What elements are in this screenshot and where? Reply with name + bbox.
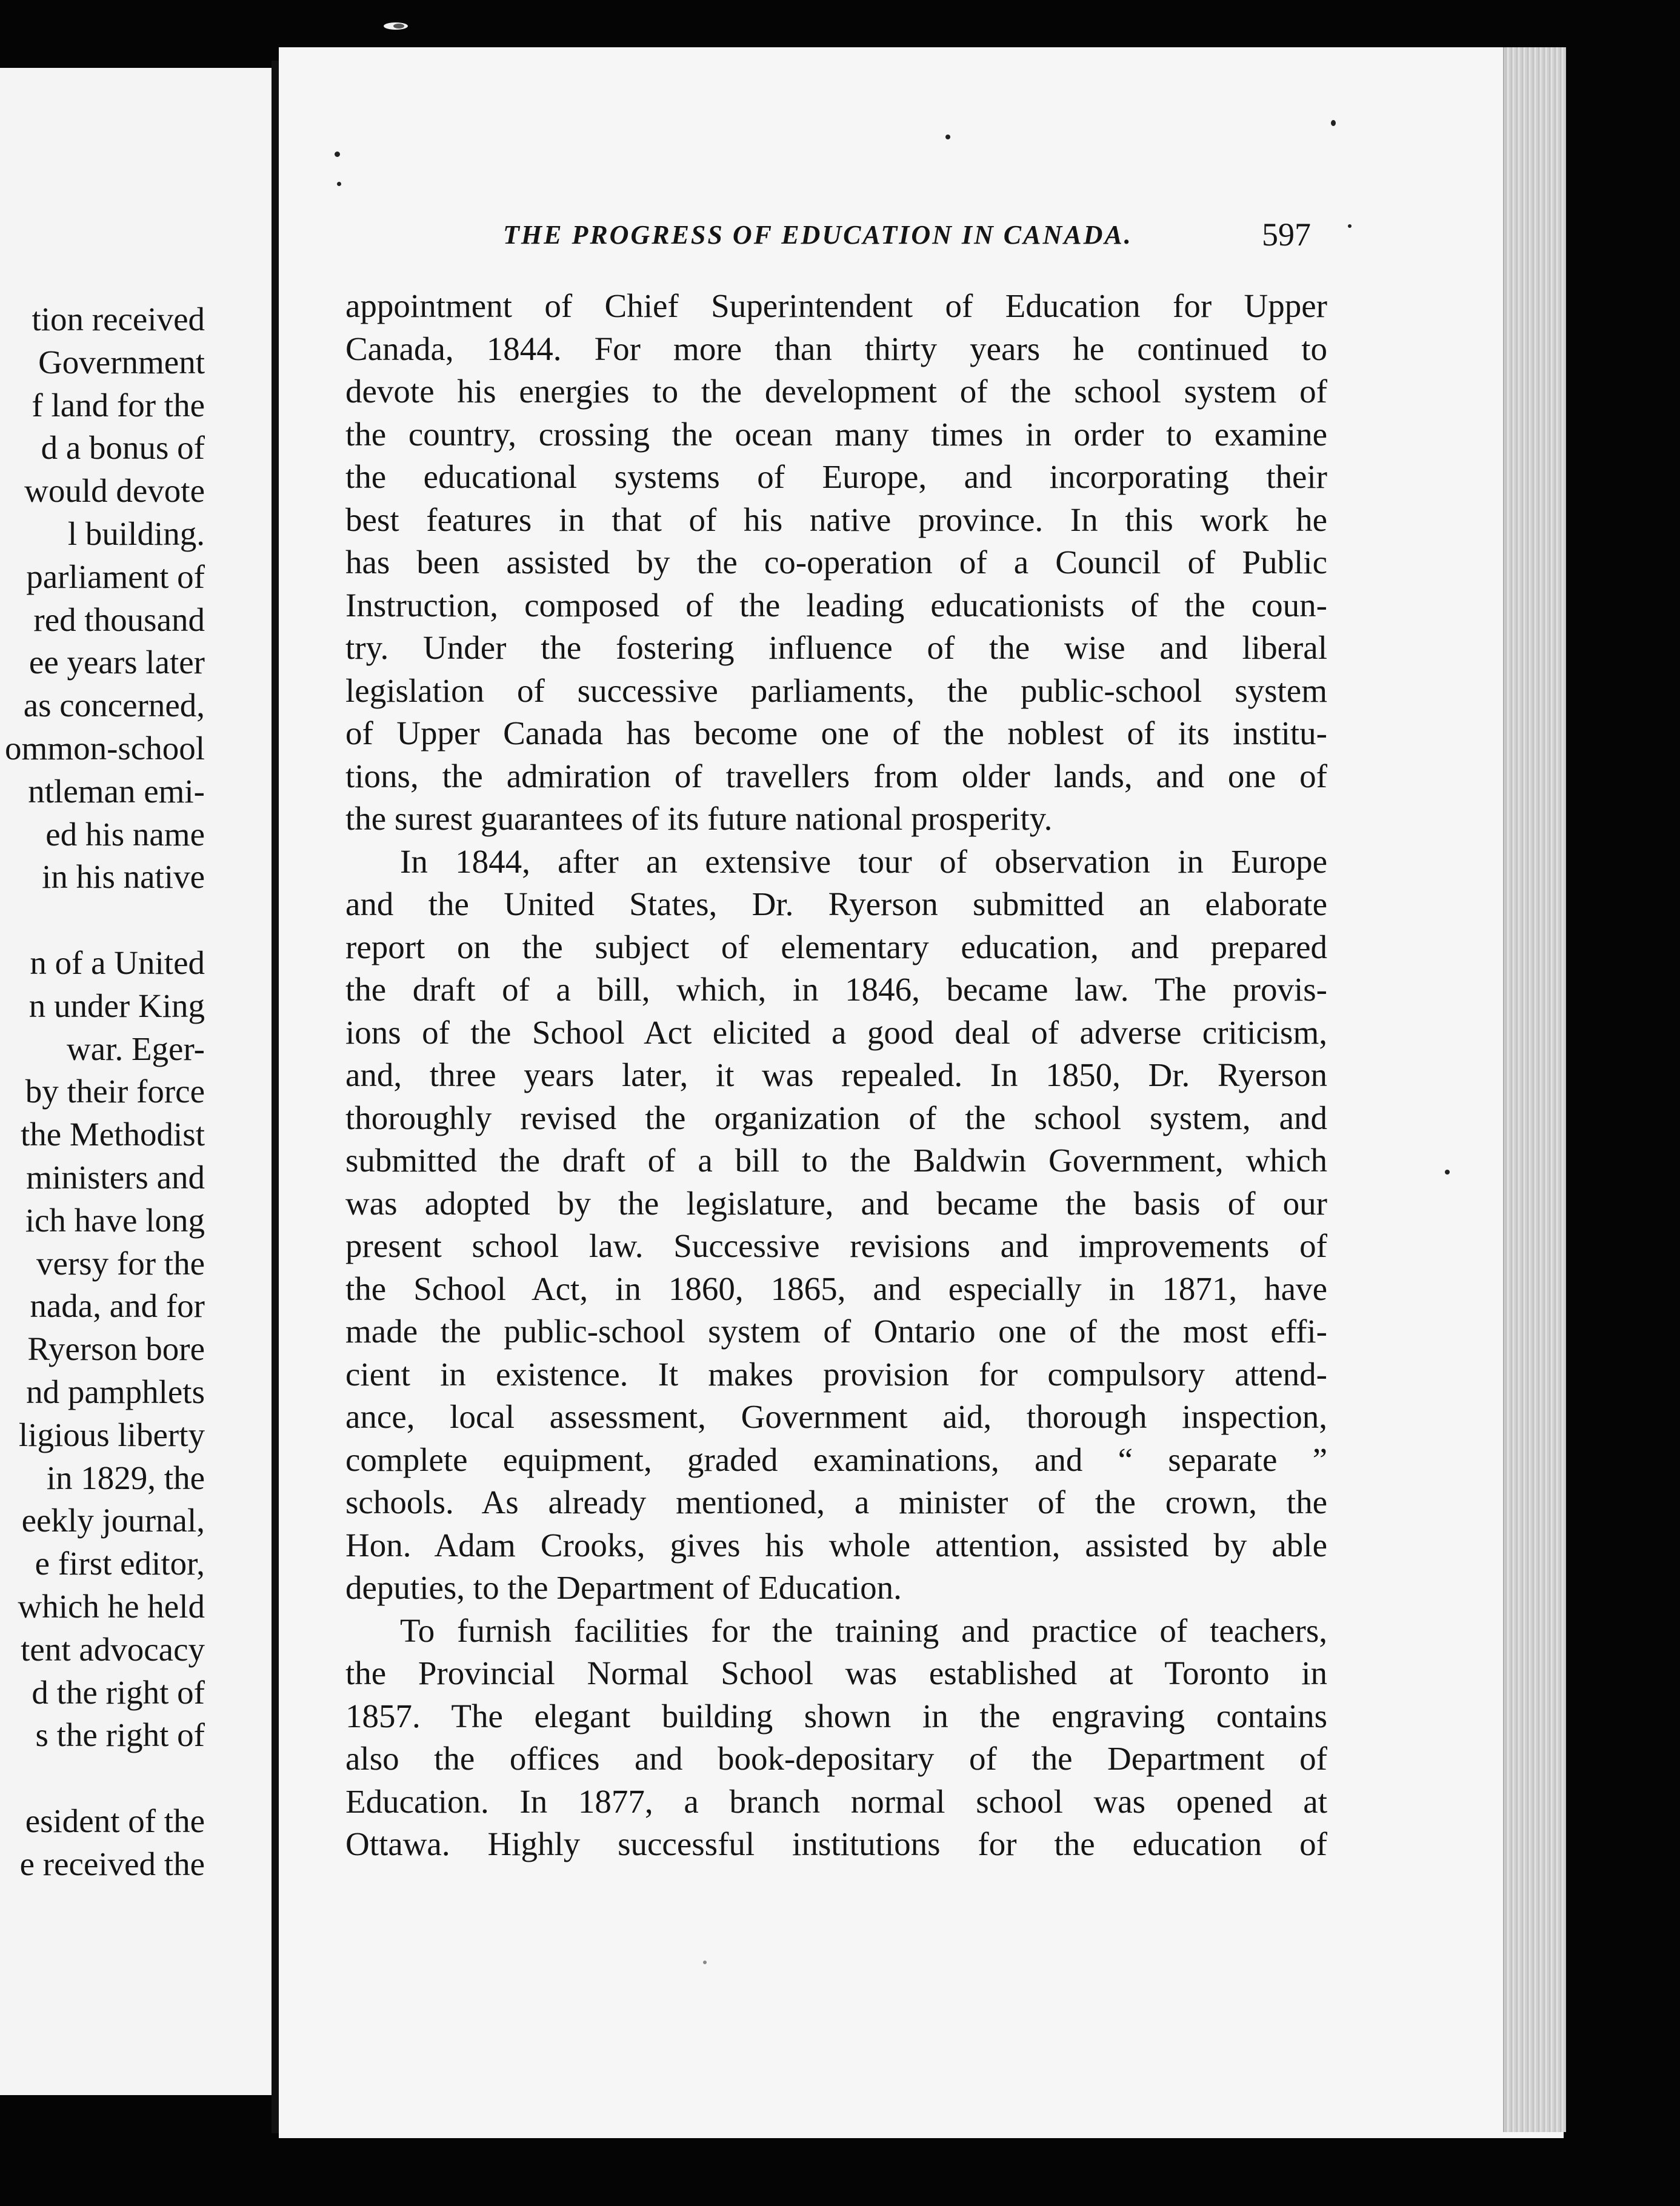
left-page-line: n of a United <box>30 944 205 981</box>
scan-speck <box>1445 1170 1450 1175</box>
left-page-line: tent advocacy <box>21 1630 205 1668</box>
text-line: Education. In 1877, a branch normal school was opened at <box>345 1782 1327 1820</box>
text-line: was adopted by the legislature, and became the basis of our <box>345 1184 1327 1222</box>
scan-speck <box>703 1961 707 1964</box>
left-page-line: ligious liberty <box>18 1416 205 1453</box>
text-line: To furnish facilities for the training and practice of teachers, <box>400 1611 1327 1649</box>
text-line: complete equipment, graded examinations, and “ separate ” <box>345 1441 1327 1478</box>
left-page-line: ich have long <box>25 1201 205 1239</box>
left-page-line: as concerned, <box>23 687 205 724</box>
text-line: Hon. Adam Crooks, gives his whole attention, assisted by able <box>345 1526 1327 1564</box>
paragraph <box>345 1610 1327 1866</box>
text-line: the surest guarantees of its future national prosperity. <box>345 800 1053 837</box>
left-page-line: f land for the <box>32 386 205 424</box>
text-line: Canada, 1844. For more than thirty years he continued to <box>345 330 1327 367</box>
text-line: also the offices and book-depositary of the Department of <box>345 1740 1327 1777</box>
left-page-line: would devote <box>24 472 205 510</box>
left-page-line: ed his name <box>45 815 205 853</box>
scan-smudge <box>382 21 410 32</box>
left-page-line: n under King <box>28 987 205 1024</box>
text-line: Instruction, composed of the leading educationists of the coun- <box>345 586 1327 624</box>
left-page-line: ntleman emi- <box>28 772 205 810</box>
text-line: made the public-school system of Ontario one of the most effi- <box>345 1313 1327 1350</box>
text-line: cient in existence. It makes provision for compulsory attend- <box>345 1355 1327 1393</box>
left-page-line: l building. <box>67 515 205 552</box>
page-edges <box>1503 47 1566 2132</box>
left-page-line: nd pamphlets <box>26 1373 205 1410</box>
scan-speck <box>1331 120 1336 126</box>
text-line: and the United States, Dr. Ryerson submitted an elaborate <box>345 885 1327 922</box>
left-page-line: d the right of <box>32 1673 205 1711</box>
left-page-line: versy for the <box>36 1244 205 1282</box>
left-page-line: which he held <box>18 1588 205 1625</box>
left-page-line: e received the <box>19 1845 205 1882</box>
text-line: report on the subject of elementary education, and prepared <box>345 928 1327 965</box>
page-number: 597 <box>1262 216 1311 253</box>
text-line: try. Under the fostering influence of the wise and liberal <box>345 629 1327 666</box>
left-page-line: in 1829, the <box>46 1459 205 1496</box>
text-line: devote his energies to the development of the school system of <box>345 373 1327 410</box>
text-line: ions of the School Act elicited a good deal of adverse criticism, <box>345 1013 1327 1051</box>
paragraph <box>345 285 1327 841</box>
text-line: the Provincial Normal School was established at Toronto in <box>345 1654 1327 1691</box>
left-page-line: the Methodist <box>20 1116 205 1153</box>
left-page-line: d a bonus of <box>41 429 205 467</box>
text-line: tions, the admiration of travellers from older lands, and one of <box>345 757 1327 795</box>
text-line: appointment of Chief Superintendent of Education for Upper <box>345 287 1327 324</box>
text-line: ance, local assessment, Government aid, thorough inspection, <box>345 1398 1327 1435</box>
left-page-line: ee years later <box>28 644 205 681</box>
left-page-line: Ryerson bore <box>27 1330 205 1368</box>
left-page-line: ministers and <box>26 1159 205 1196</box>
text-line: and, three years later, it was repealed. In 1850, Dr. Ryerson <box>345 1056 1327 1093</box>
left-page-line: war. Eger- <box>67 1030 205 1067</box>
text-line: legislation of successive parliaments, the public-school system <box>345 671 1327 709</box>
scan-speck <box>1348 224 1352 228</box>
text-line: thoroughly revised the organization of the school system, and <box>345 1099 1327 1136</box>
left-page-line: red thousand <box>33 601 205 638</box>
left-page-line: by their force <box>25 1073 205 1110</box>
text-line: 1857. The elegant building shown in the engraving contains <box>345 1697 1327 1734</box>
left-page-line: in his native <box>42 858 205 896</box>
text-line: the School Act, in 1860, 1865, and especially in 1871, have <box>345 1270 1327 1307</box>
paragraph <box>345 841 1327 1610</box>
left-page-line: ommon-school <box>5 730 205 767</box>
left-page-line: esident of the <box>25 1802 205 1839</box>
left-page <box>0 68 272 2095</box>
scan-speck <box>945 135 950 139</box>
text-line: schools. As already mentioned, a minister of the crown, the <box>345 1484 1327 1521</box>
left-page-line: nada, and for <box>30 1287 205 1325</box>
text-line: of Upper Canada has become one of the noblest of its institu- <box>345 715 1327 751</box>
text-line: the draft of a bill, which, in 1846, became law. The provis- <box>345 971 1327 1008</box>
left-page-line: eekly journal, <box>21 1502 205 1539</box>
left-page-line: tion received <box>32 301 205 338</box>
left-page-line: s the right of <box>35 1716 205 1754</box>
left-page-line: parliament of <box>26 558 205 595</box>
text-line: has been assisted by the co-operation of a Council of Public <box>345 544 1327 581</box>
text-line: In 1844, after an extensive tour of observation in Europe <box>400 842 1327 880</box>
text-line: submitted the draft of a bill to the Baldwin Government, which <box>345 1142 1327 1179</box>
left-page-line: e first editor, <box>35 1545 205 1582</box>
scan-speck <box>335 152 340 157</box>
scan-speck <box>337 182 341 186</box>
text-line: best features in that of his native province. In this work he <box>345 501 1327 538</box>
text-line: the country, crossing the ocean many times in order to examine <box>345 415 1327 453</box>
body-text <box>345 285 1327 1866</box>
text-line: the educational systems of Europe, and incorporating their <box>345 458 1327 495</box>
text-line: Ottawa. Highly successful institutions for the education of <box>345 1825 1327 1862</box>
left-page-line: Government <box>38 343 205 381</box>
text-line: present school law. Successive revisions and improvements of <box>345 1227 1327 1264</box>
running-header: THE PROGRESS OF EDUCATION IN CANADA. <box>503 220 1133 250</box>
text-line: deputies, to the Department of Education. <box>345 1569 902 1606</box>
